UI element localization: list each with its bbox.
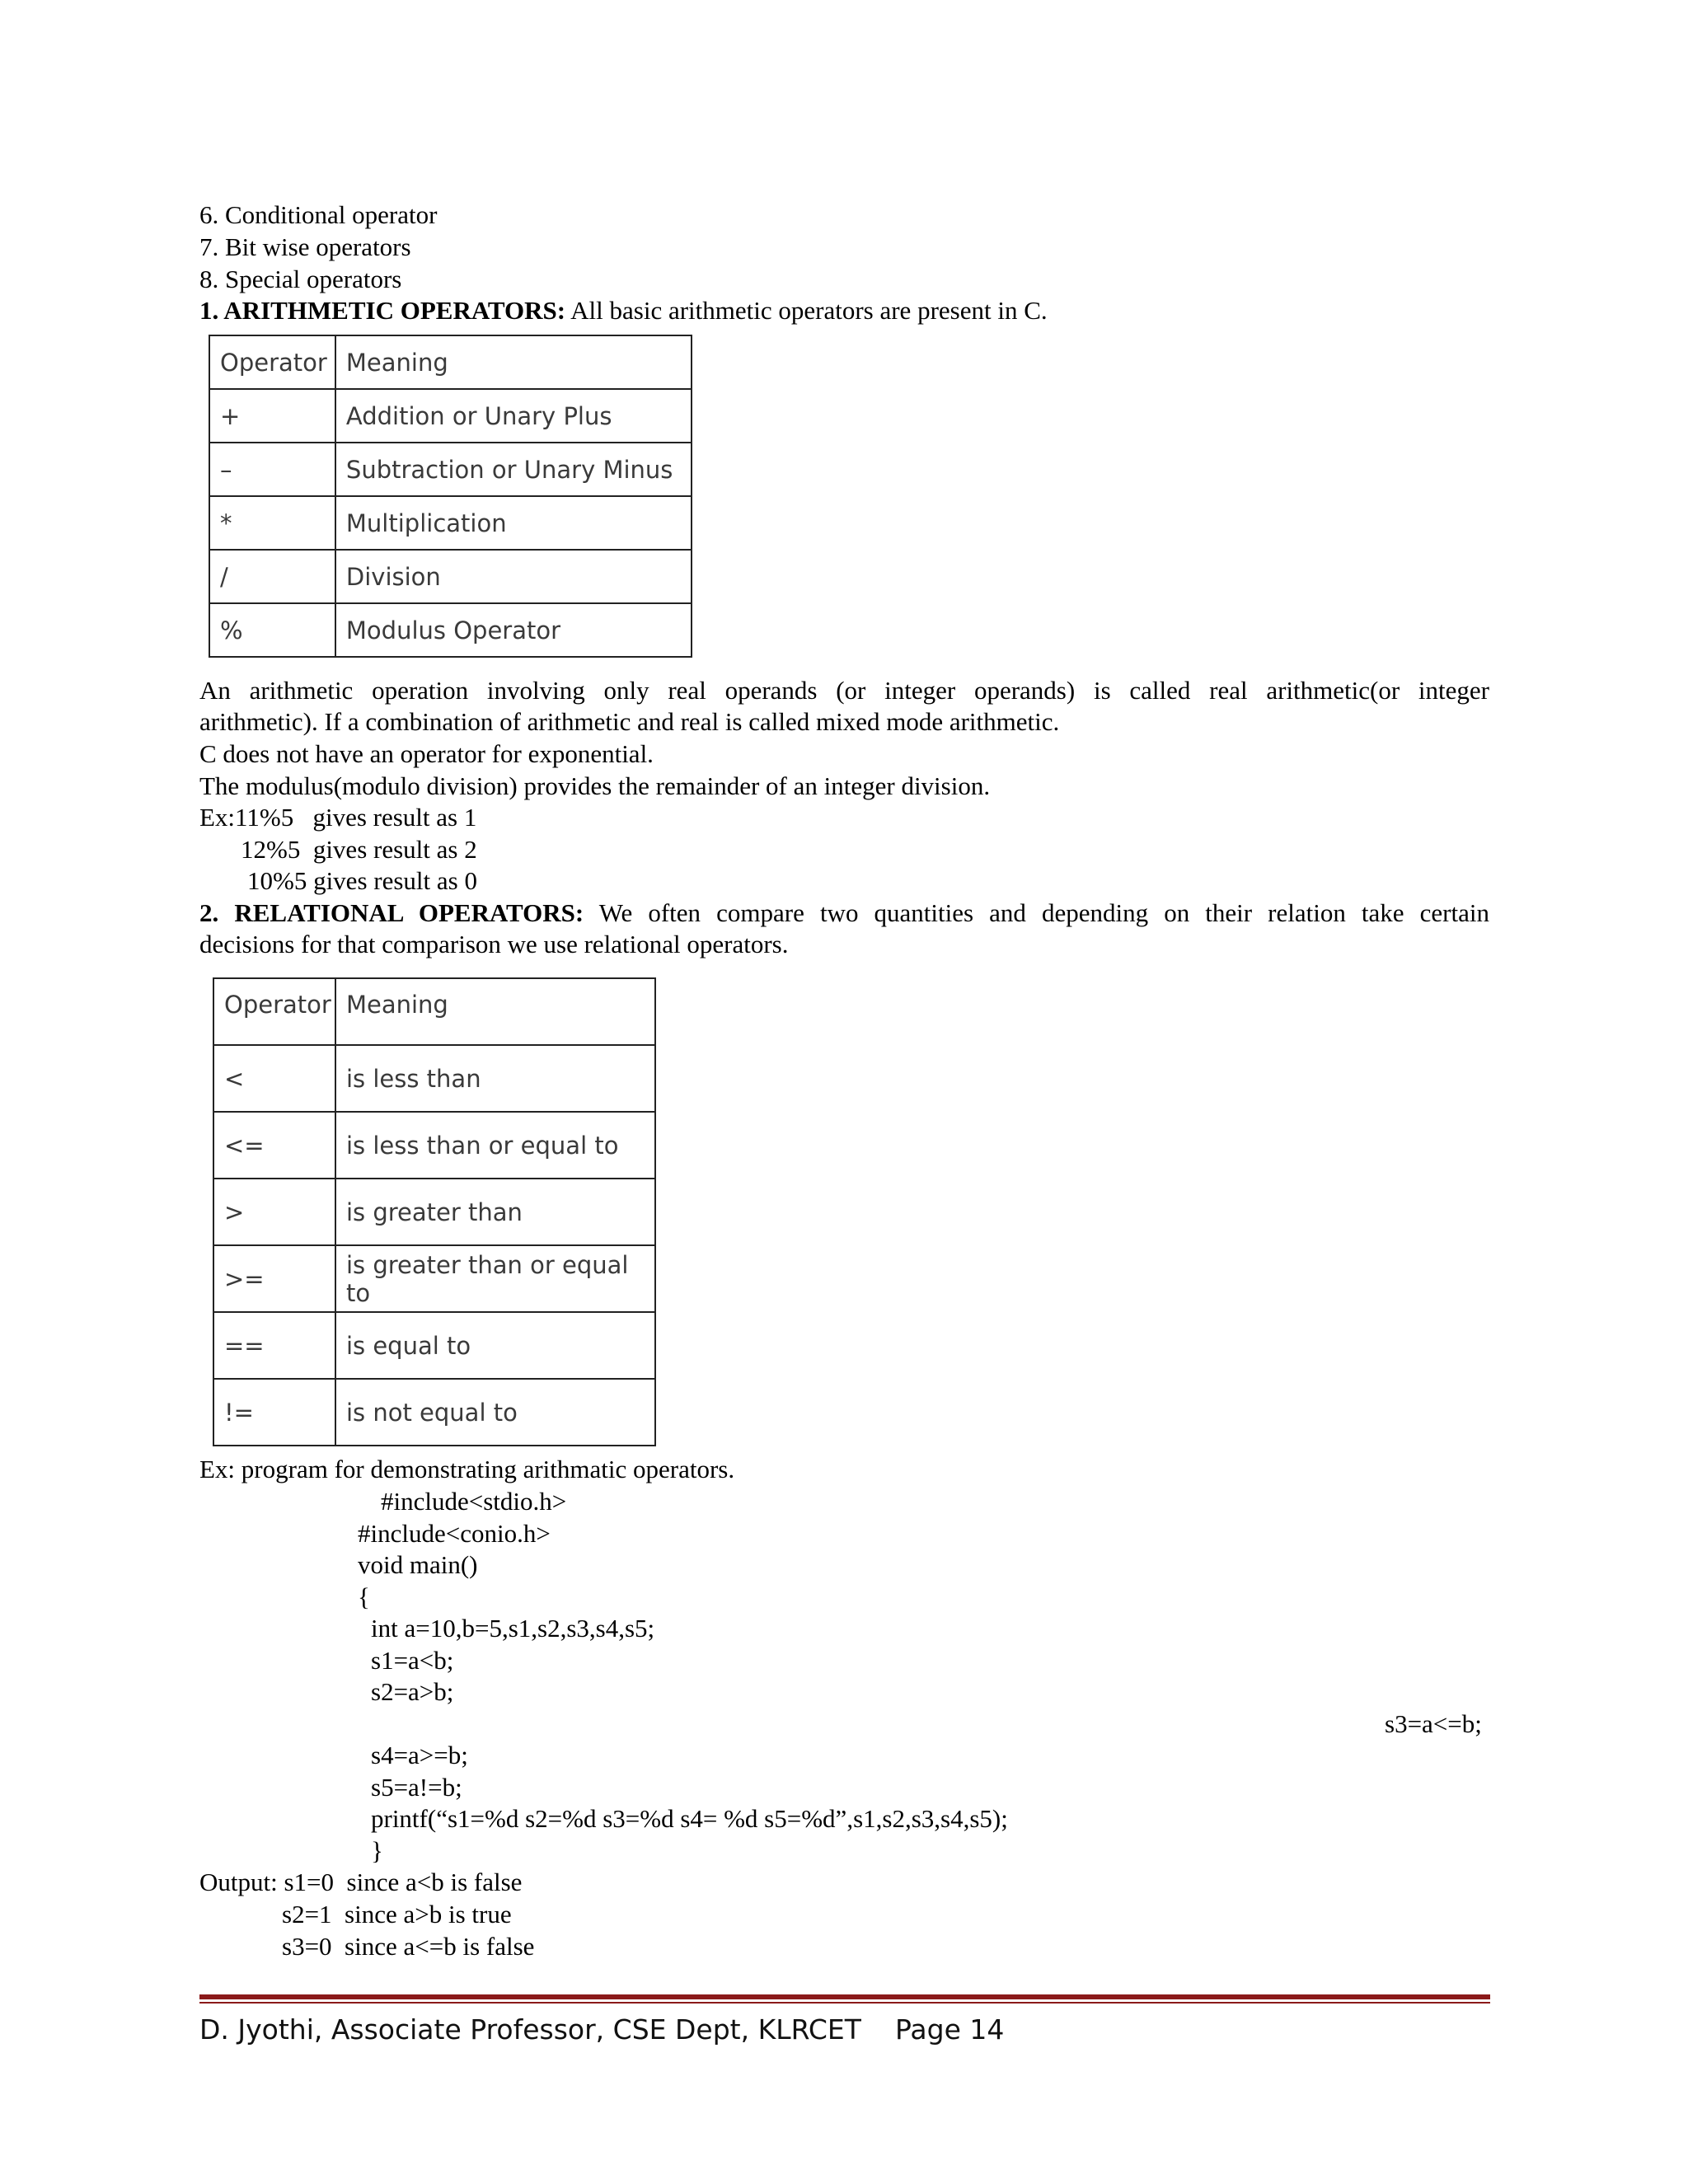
table-row	[213, 1112, 655, 1179]
code-line: printf(“s1=%d s2=%d s3=%d s4= %d s5=%d”,s1,s2,s3,s4,s5);	[371, 1804, 1008, 1833]
table-row	[213, 1179, 655, 1245]
table-row	[209, 550, 692, 603]
table-row	[209, 443, 692, 496]
code-line: #include<conio.h>	[358, 1519, 551, 1548]
table-header-cell: Meaning	[335, 978, 655, 1045]
table-row	[213, 1045, 655, 1112]
meaning-cell: is not equal to	[335, 1379, 655, 1446]
relational-heading-text: We often compare two quantities and depending on their relation take certain	[584, 898, 1489, 927]
code-line: s4=a>=b;	[371, 1741, 468, 1769]
arithmetic-heading-line	[199, 295, 1048, 326]
program-intro: Ex: program for demonstrating arithmatic operators.	[199, 1455, 735, 1483]
operator-cell: /	[209, 550, 335, 603]
operator-cell: %	[209, 603, 335, 657]
footer-divider	[199, 1994, 1490, 1999]
footer-divider-thin	[199, 2002, 1490, 2004]
footer-author: D. Jyothi, Associate Professor, CSE Dept, KLRCET	[199, 2013, 861, 2046]
meaning-cell: is greater than	[335, 1179, 655, 1245]
table-header-cell: Operator	[213, 978, 335, 1045]
relational-operator-table	[213, 977, 656, 1446]
table-header-row	[209, 335, 692, 389]
meaning-cell: Multiplication	[335, 496, 692, 550]
code-line: int a=10,b=5,s1,s2,s3,s4,s5;	[371, 1614, 655, 1643]
meaning-cell: Modulus Operator	[335, 603, 692, 657]
example-line: 12%5 gives result as 2	[241, 835, 477, 864]
code-line: s3=a<=b;	[1385, 1709, 1482, 1738]
meaning-cell: is less than	[335, 1045, 655, 1112]
paragraph: C does not have an operator for exponential.	[199, 739, 654, 768]
arithmetic-heading: 1. ARITHMETIC OPERATORS:	[199, 296, 566, 325]
operator-cell: –	[209, 443, 335, 496]
operator-cell: >=	[213, 1245, 335, 1312]
output-line: Output: s1=0 since a<b is false	[199, 1868, 523, 1896]
table-header-row	[213, 978, 655, 1045]
table-header-cell: Meaning	[335, 335, 692, 389]
meaning-cell: is less than or equal to	[335, 1112, 655, 1179]
table-row	[213, 1312, 655, 1379]
arithmetic-heading-text: All basic arithmetic operators are present in C.	[565, 296, 1048, 325]
code-line: {	[358, 1582, 370, 1611]
table-header-cell: Operator	[209, 335, 335, 389]
table-row	[209, 389, 692, 443]
relational-heading-line	[199, 898, 1489, 929]
meaning-cell: Division	[335, 550, 692, 603]
operator-cell: *	[209, 496, 335, 550]
operator-cell: !=	[213, 1379, 335, 1446]
list-item: 8. Special operators	[199, 265, 402, 293]
example-line: 10%5 gives result as 0	[247, 866, 477, 895]
table-row	[209, 496, 692, 550]
example-line: Ex:11%5 gives result as 1	[199, 803, 477, 832]
code-line: s2=a>b;	[371, 1677, 454, 1706]
meaning-cell: is greater than or equal to	[335, 1245, 655, 1312]
operator-cell: >	[213, 1179, 335, 1245]
output-line: s3=0 since a<=b is false	[282, 1932, 535, 1961]
paragraph: arithmetic). If a combination of arithmetic and real is called mixed mode arithmetic.	[199, 707, 1060, 736]
table-row	[213, 1245, 655, 1312]
paragraph: The modulus(modulo division) provides the remainder of an integer division.	[199, 771, 991, 800]
relational-heading: 2. RELATIONAL OPERATORS:	[199, 898, 584, 927]
code-line: s5=a!=b;	[371, 1773, 462, 1802]
list-item: 6. Conditional operator	[199, 200, 438, 229]
code-line: void main()	[358, 1550, 478, 1579]
list-item: 7. Bit wise operators	[199, 232, 411, 261]
meaning-cell: Subtraction or Unary Minus	[335, 443, 692, 496]
operator-cell: +	[209, 389, 335, 443]
table-row	[213, 1379, 655, 1446]
paragraph: An arithmetic operation involving only real operands (or integer operands) is called real arithmetic(or integer	[199, 676, 1489, 705]
code-line: s1=a<b;	[371, 1646, 454, 1675]
table-row	[209, 603, 692, 657]
meaning-cell: Addition or Unary Plus	[335, 389, 692, 443]
page-number: Page 14	[895, 2013, 1005, 2046]
meaning-cell: is equal to	[335, 1312, 655, 1379]
operator-cell: <=	[213, 1112, 335, 1179]
operator-cell: <	[213, 1045, 335, 1112]
operator-cell: ==	[213, 1312, 335, 1379]
code-line: #include<stdio.h>	[381, 1487, 567, 1516]
arithmetic-operator-table	[209, 335, 692, 658]
output-line: s2=1 since a>b is true	[282, 1900, 512, 1929]
code-line: }	[371, 1836, 383, 1865]
paragraph: decisions for that comparison we use relational operators.	[199, 930, 789, 958]
